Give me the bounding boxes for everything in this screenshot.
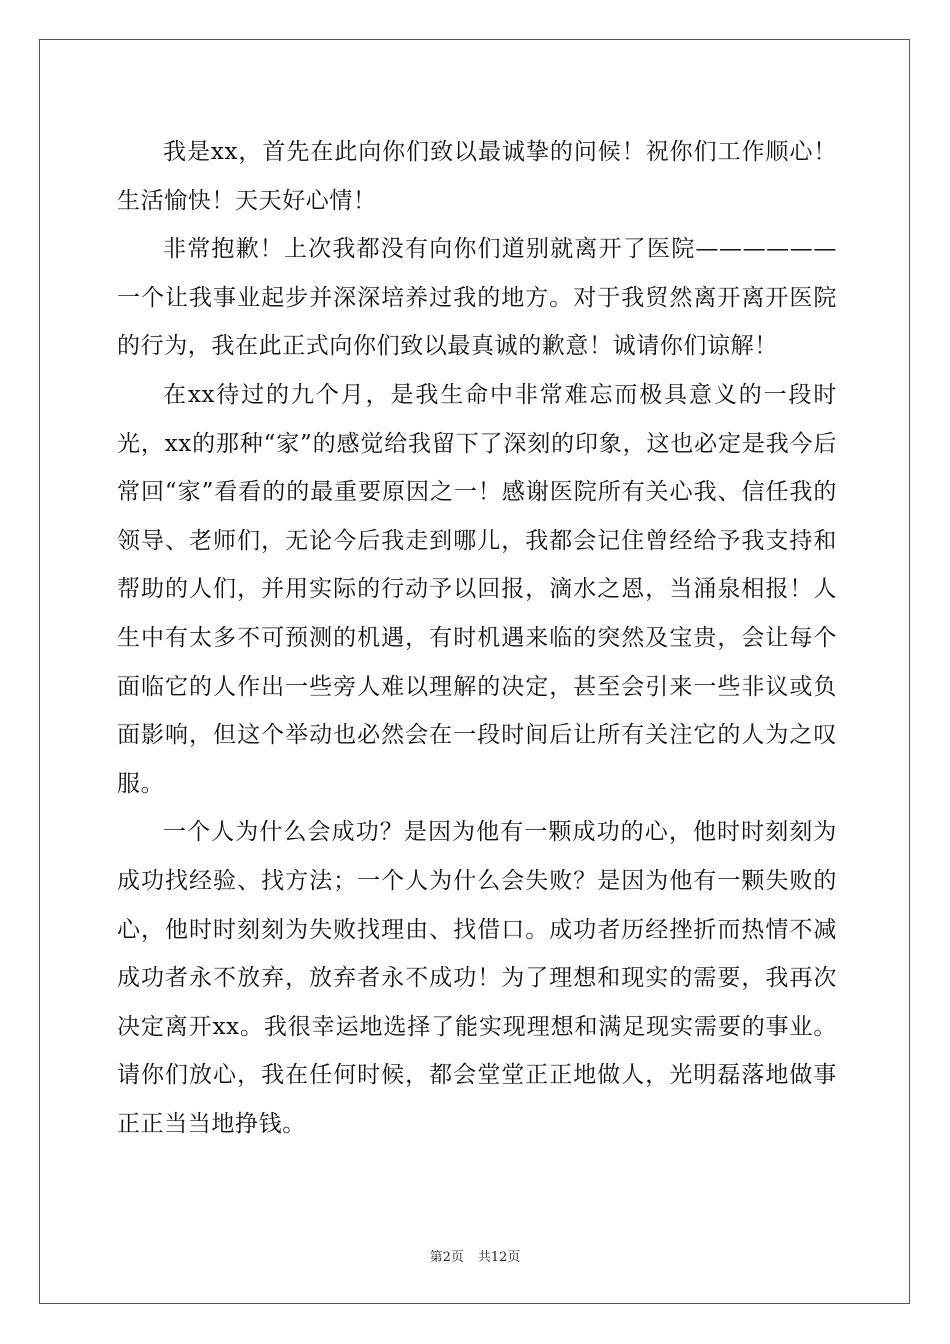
paragraph-apology: 非常抱歉！上次我都没有向你们道别就离开了医院——————一个让我事业起步并深深培养过我的地方。对于我贸然离开离开医院的行为，我在此正式向你们致以最真诚的歉意！诚请你们谅解！ (117, 236, 837, 360)
paragraph-decision: 一个人为什么会成功？是因为他有一颗成功的心，他时时刻刻为成功找经验、找方法；一个人为什么会失败？是因为他有一颗失败的心，他时时刻刻为失败找理由、找借口。成功者历经挫折而热情不减成功者永不放弃，放弃者永不成功！为了理想和现实的需要，我再次决定离开xx。我很幸运地选择了能实现理想和满足现实需要的事业。请你们放心，我在任何时候，都会堂堂正正地做人，光明磊落地做事正正当当地挣钱。 (117, 819, 837, 1137)
letter-body (117, 128, 837, 1148)
paragraph-gratitude: 在xx待过的九个月，是我生命中非常难忘而极具意义的一段时光，xx的那种“家”的感觉给我留下了深刻的印象，这也必定是我今后常回“家”看看的的最重要原因之一！感谢医院所有关心我、信任我的领导、老师们，无论今后我走到哪儿，我都会记住曾经给予我支持和帮助的人们，并用实际的行动予以回报，滴水之恩，当涌泉相报！人生中有太多不可预测的机遇，有时机遇来临的突然及宝贵，会让每个面临它的人作出一些旁人难以理解的决定，甚至会引来一些非议或负面影响，但这个举动也必然会在一段时间后让所有关注它的人为之叹服。 (117, 381, 837, 797)
page-footer (0, 1246, 950, 1265)
paragraph-greeting: 我是xx，首先在此向你们致以最诚挚的问候！祝你们工作顺心！生活愉快！天天好心情！ (117, 139, 837, 214)
page-number: 第2页 (429, 1250, 464, 1265)
page-total: 共12页 (477, 1250, 521, 1265)
